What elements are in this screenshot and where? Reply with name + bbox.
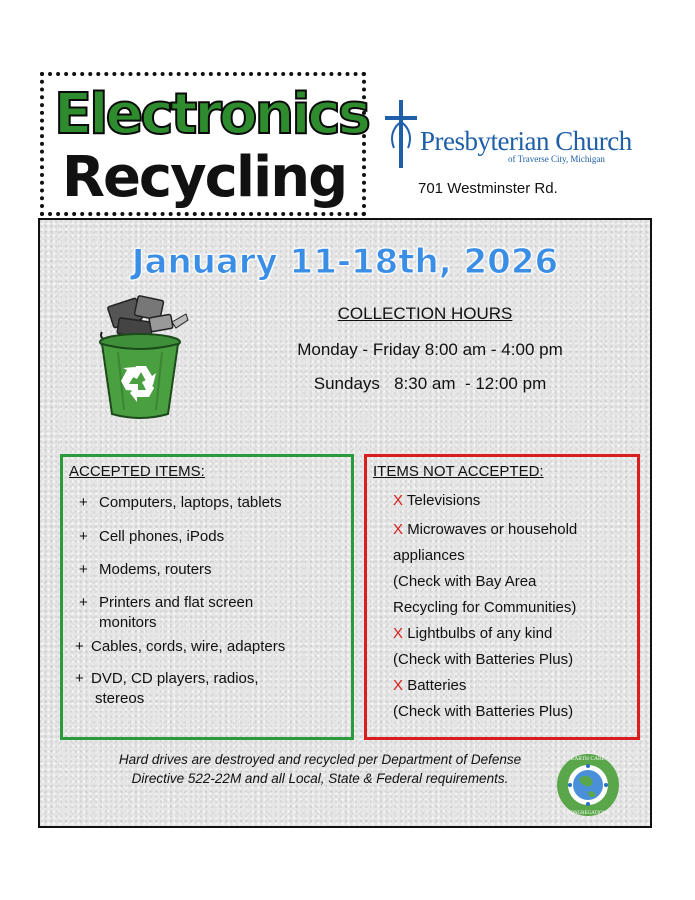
not-accepted-items-panel bbox=[364, 454, 640, 740]
list-item bbox=[393, 491, 643, 511]
not-accepted-items-title: ITEMS NOT ACCEPTED: bbox=[373, 463, 544, 480]
x-icon: X bbox=[393, 625, 404, 642]
not-accepted-item-note: (Check with Bay Area bbox=[393, 573, 537, 590]
accepted-item-continuation: monitors bbox=[99, 614, 157, 631]
electronics-recycling-logo bbox=[40, 72, 369, 216]
collection-hours-title: COLLECTION HOURS bbox=[337, 304, 513, 323]
list-item bbox=[79, 493, 343, 513]
not-accepted-item-continuation: appliances bbox=[393, 547, 465, 564]
plus-icon: + bbox=[79, 561, 88, 578]
sunday-hours: Sundays 8:30 am - 12:00 pm bbox=[313, 374, 547, 393]
not-accepted-item-label: Televisions bbox=[406, 492, 481, 509]
recycling-bin-icon bbox=[88, 292, 198, 422]
x-icon: X bbox=[393, 492, 404, 509]
plus-icon: + bbox=[79, 528, 88, 545]
list-item bbox=[393, 676, 643, 696]
accepted-item-label: DVD, CD players, radios, bbox=[91, 670, 259, 687]
plus-icon: + bbox=[79, 494, 88, 511]
accepted-items-title: ACCEPTED ITEMS: bbox=[69, 463, 205, 480]
plus-icon: + bbox=[75, 638, 84, 655]
logo-line-1: Electronics bbox=[54, 82, 369, 147]
accepted-item-label: Cables, cords, wire, adapters bbox=[91, 638, 286, 655]
x-icon: X bbox=[393, 521, 404, 538]
hard-drive-disclaimer: Hard drives are destroyed and recycled per Department of Defense Directive 522-22M and all Local, State & Federal requirements. bbox=[118, 752, 522, 786]
accepted-item-label: Computers, laptops, tablets bbox=[99, 494, 282, 511]
event-info-box bbox=[38, 218, 652, 828]
plus-icon: + bbox=[75, 670, 84, 687]
list-item bbox=[75, 637, 339, 657]
accepted-item-continuation: stereos bbox=[95, 690, 145, 707]
not-accepted-item-label: Lightbulbs of any kind bbox=[407, 625, 553, 642]
church-name: Presbyterian Church bbox=[420, 126, 632, 156]
accepted-item-label: Printers and flat screen bbox=[99, 594, 254, 611]
not-accepted-item-label: Batteries bbox=[407, 677, 467, 694]
church-cross-icon bbox=[382, 98, 420, 170]
accepted-item-label: Cell phones, iPods bbox=[99, 528, 225, 545]
earth-care-congregations-seal bbox=[550, 752, 626, 818]
not-accepted-item-note: (Check with Batteries Plus) bbox=[393, 703, 574, 720]
seal-top-text: EARTH CARE bbox=[570, 756, 606, 762]
not-accepted-item-label: Microwaves or household bbox=[407, 521, 578, 538]
list-item bbox=[75, 669, 339, 709]
accepted-item-label: Modems, routers bbox=[99, 561, 212, 578]
list-item bbox=[79, 527, 343, 547]
x-icon: X bbox=[393, 677, 404, 694]
event-date: January 11-18th, 2026 bbox=[131, 242, 559, 282]
list-item bbox=[393, 624, 643, 644]
accepted-items-panel bbox=[60, 454, 354, 740]
seal-bottom-text: CONGREGATIONS bbox=[567, 811, 609, 816]
church-subtitle: of Traverse City, Michigan bbox=[508, 154, 605, 164]
plus-icon: + bbox=[79, 594, 88, 611]
list-item bbox=[79, 593, 343, 633]
weekday-hours: Monday - Friday 8:00 am - 4:00 pm bbox=[297, 340, 563, 359]
logo-line-2: Recycling bbox=[61, 145, 347, 210]
list-item bbox=[393, 520, 643, 540]
not-accepted-item-note: (Check with Batteries Plus) bbox=[393, 651, 574, 668]
list-item bbox=[79, 560, 343, 580]
not-accepted-item-note: Recycling for Communities) bbox=[393, 599, 577, 616]
church-address: 701 Westminster Rd. bbox=[418, 180, 558, 197]
